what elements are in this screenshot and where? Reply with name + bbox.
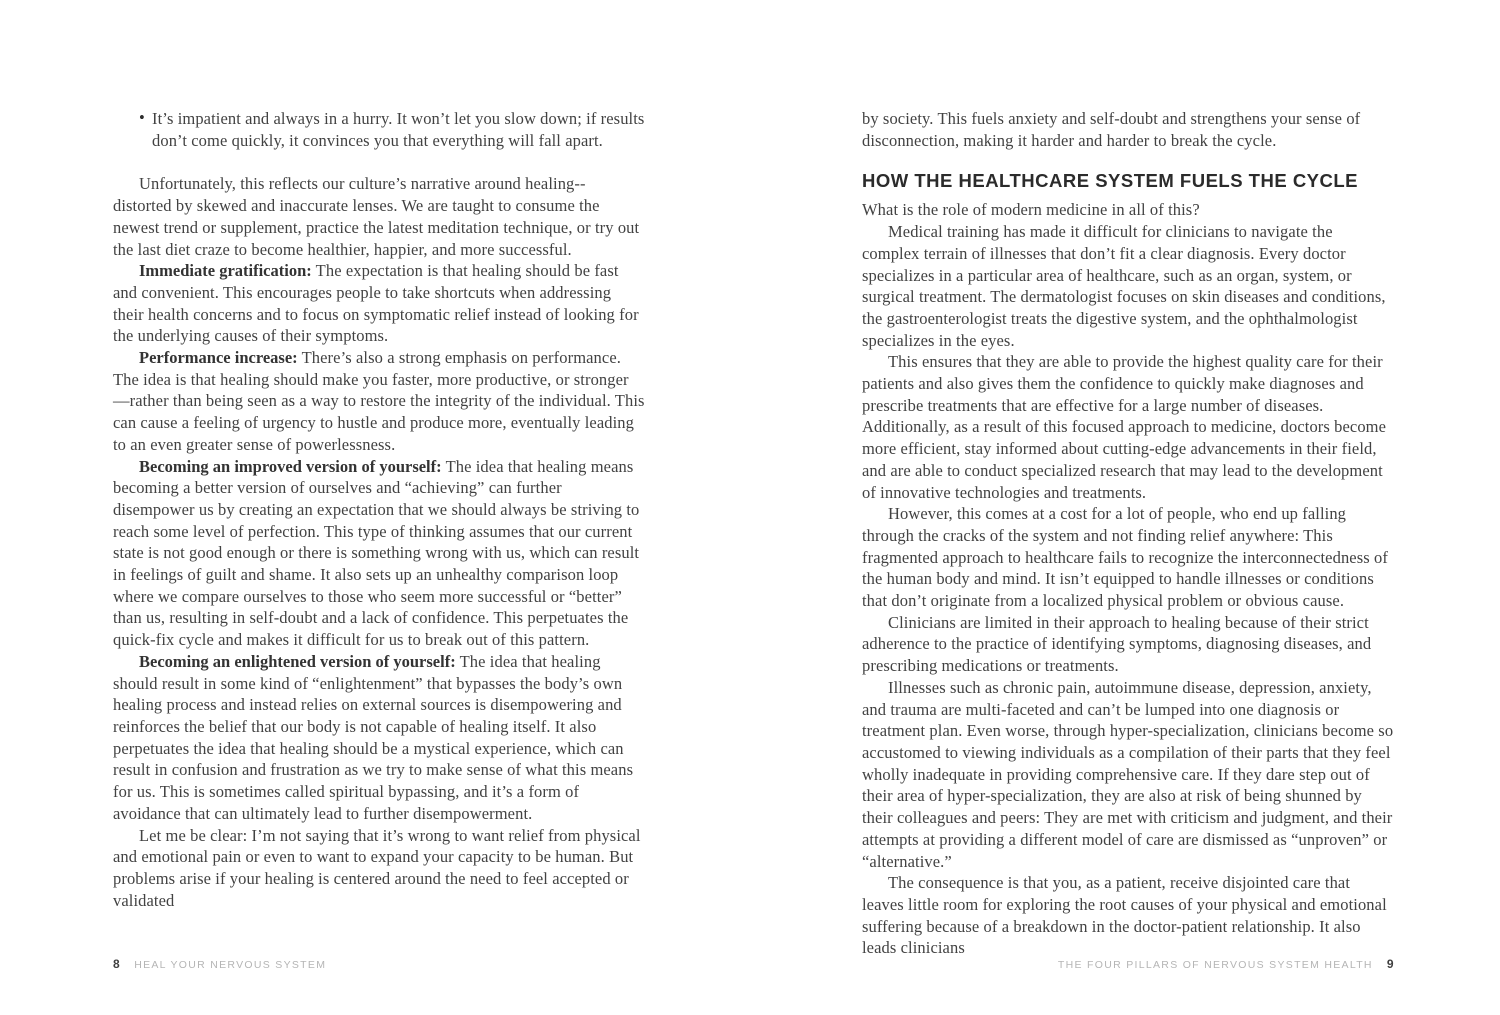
paragraph-this-ensures [862, 351, 1394, 503]
paragraph-text: Unfortunately, this reflects our culture’s narrative around healing-- distorted by skewed and inaccurate lenses. We are taught to consume the newest trend or supplement, practice the latest meditation technique, or try out the last diet craze to become healthier, happier, and more successful. [113, 174, 640, 259]
paragraph-text: What is the role of modern medicine in all of this? [862, 200, 1200, 220]
bullet-text: It’s impatient and always in a hurry. It won’t let you slow down; if results don’t come quickly, it convinces you that everything will fall apart. [152, 109, 645, 150]
paragraph-lead: Becoming an enlightened version of yourself: [139, 651, 456, 671]
paragraph-text: Illnesses such as chronic pain, autoimmune disease, depression, anxiety, and trauma are multi-faceted and can’t be lumped into one diagnosis or treatment plan. Even worse, through hyper-specialization, clinicians become so accustomed to viewing individuals as a compilation of their parts that they feel wholly inadequate in providing comprehensive care. If they dare step out of their area of hyper-specialization, they are also at risk of being shunned by their colleagues and peers: They are met with criticism and judgment, and their attempts at providing a different model of care are dismissed as “unproven” or “alternative.” [862, 677, 1394, 871]
paragraph-text: Clinicians are limited in their approach to healing because of their strict adherence to the practice of identifying symptoms, diagnosing diseases, and prescribing medications or treatments. [862, 612, 1372, 676]
paragraph-text: The idea that healing should result in some kind of “enlightenment” that bypasses the body’s own healing process and instead relies on external sources is disempowering and reinforces the belief that our body is not capable of healing itself. It also perpetuates the idea that healing should be a mystical experience, which can result in confusion and frustration as we try to make sense of what this means for us. This is sometimes called spiritual bypassing, and it’s a form of avoidance that can ultimately lead to further disempowerment. [113, 651, 634, 823]
running-head: HEAL YOUR NERVOUS SYSTEM [134, 959, 327, 971]
paragraph-intro-question [862, 199, 1394, 221]
paragraph-text: Let me be clear: I’m not saying that it’s wrong to want relief from physical and emotional pain or even to want to expand your capacity to be human. But problems arise if your healing is centered around the need to feel accepted or validated [113, 825, 641, 910]
paragraph-however-cost [862, 503, 1394, 612]
bullet-list [113, 108, 645, 151]
paragraph-text: The expectation is that healing should be fast and convenient. This encourages people to take shortcuts when addressing their health concerns and to focus on symptomatic relief instead of looking for the underlying causes of their symptoms. [113, 261, 639, 346]
paragraph-text: The consequence is that you, as a patient, receive disjointed care that leaves little room for exploring the root causes of your physical and emotional suffering because of a breakdown in the doctor-patient relationship. It also leads clinicians [862, 873, 1387, 958]
paragraph-enlightened-version [113, 651, 645, 825]
page-left-text-column [113, 108, 645, 911]
paragraph-performance-increase [113, 347, 645, 456]
paragraph-let-me-be-clear [113, 825, 645, 912]
paragraph-text: This ensures that they are able to provide the highest quality care for their patients and also gives them the confidence to quickly make diagnoses and prescribe treatments that are effective for a large number of diseases. Additionally, as a result of this focused approach to medicine, doctors become more efficient, stay informed about cutting-edge advancements in their field, and are able to conduct specialized research that may lead to the development of innovative technologies and treatments. [862, 352, 1387, 502]
paragraph-lead: Becoming an improved version of yourself: [139, 456, 442, 476]
paragraph-clinicians-limited [862, 612, 1394, 677]
page-number: 8 [113, 957, 121, 971]
paragraph-immediate-gratification [113, 260, 645, 347]
paragraph-continuation [862, 108, 1394, 151]
paragraph-medical-training [862, 221, 1394, 351]
paragraph-text: by society. This fuels anxiety and self-doubt and strengthens your sense of disconnection, making it harder and harder to break the cycle. [862, 109, 1361, 150]
page-right-text-column [862, 108, 1394, 959]
paragraph-text: There’s also a strong emphasis on performance. The idea is that healing should make you faster, more productive, or stronger—rather than being seen as a way to restore the integrity of the individual. This can cause a feeling of urgency to hustle and produce more, eventually leading to an even greater sense of powerlessness. [113, 348, 645, 454]
paragraph-unfortunately [113, 173, 645, 260]
running-head: THE FOUR PILLARS OF NERVOUS SYSTEM HEALTH [1057, 959, 1373, 971]
bullet-icon: • [139, 108, 145, 127]
paragraph-lead: Immediate gratification: [139, 261, 312, 281]
footer-left [113, 957, 326, 971]
section-heading: HOW THE HEALTHCARE SYSTEM FUELS THE CYCLE [862, 170, 1359, 192]
page-number: 9 [1386, 957, 1394, 971]
list-item [113, 108, 645, 151]
paragraph-improved-version [113, 456, 645, 651]
paragraph-illnesses [862, 677, 1394, 872]
footer-right [862, 957, 1394, 971]
paragraph-text: Medical training has made it difficult for clinicians to navigate the complex terrain of illnesses that don’t fit a clear diagnosis. Every doctor specializes in a particular area of healthcare, such as an organ, system, or surgical treatment. The dermatologist focuses on skin diseases and conditions, the gastroenterologist treats the digestive system, and the ophthalmologist specializes in the eyes. [862, 222, 1386, 350]
paragraph-lead: Performance increase: [139, 348, 298, 368]
paragraph-text: However, this comes at a cost for a lot of people, who end up falling through the cracks of the system and not finding relief anywhere: This fragmented approach to healthcare fails to recognize the interconnectedness of the human body and mind. It isn’t equipped to handle illnesses or conditions that don’t originate from a localized physical problem or obvious cause. [862, 504, 1388, 611]
paragraph-text: The idea that healing means becoming a better version of ourselves and “achieving” can further disempower us by creating an expectation that we should always be striving to reach some level of perfection. This type of thinking assumes that our current state is not good enough or there is something wrong with us, which can result in feelings of guilt and shame. It also sets up an unhealthy comparison loop where we compare ourselves to those who seem more successful or “better” than us, resulting in self-doubt and a lack of confidence. This perpetuates the quick-fix cycle and makes it difficult for us to break out of this pattern. [113, 456, 640, 650]
paragraph-consequence [862, 872, 1394, 959]
